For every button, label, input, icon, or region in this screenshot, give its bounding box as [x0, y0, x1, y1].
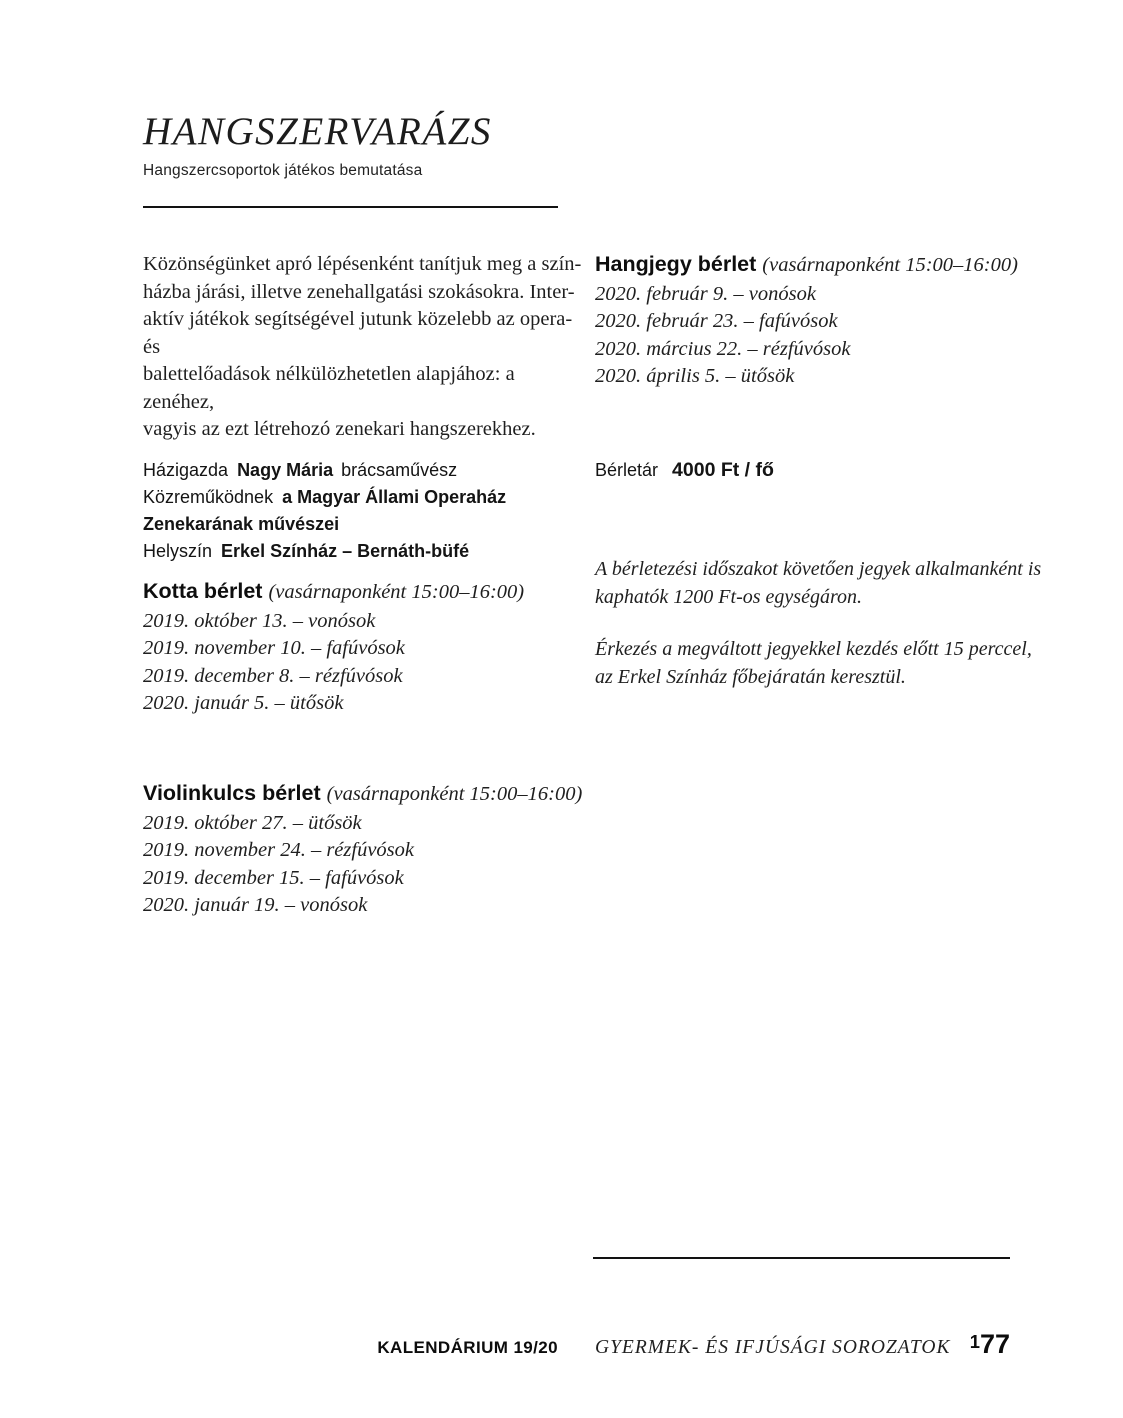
footer-edition: KALENDÁRIUM 19/20: [377, 1338, 558, 1357]
meta-row-contributors: [143, 484, 588, 538]
meta-label: Helyszín: [143, 541, 213, 561]
page-footer: [143, 1329, 1010, 1360]
meta-label: Házigazda: [143, 460, 229, 480]
date-line: 2020. február 9. – vonósok: [595, 282, 816, 305]
date-line: 2020. március 22. – rézfúvósok: [595, 337, 851, 360]
date-line: 2020. február 23. – fafúvósok: [595, 310, 838, 332]
section-name: Kotta bérlet: [143, 579, 263, 603]
note-single-tickets: [595, 556, 1042, 611]
page-subtitle: Hangszercsoportok játékos bemutatása: [143, 162, 423, 179]
intro-paragraph: [143, 251, 588, 444]
date-line: 2020. január 5. – ütősök: [143, 692, 344, 714]
meta-row-host: [143, 457, 588, 484]
note-line: Érkezés a megváltott jegyekkel kezdés előtt 15 perccel,: [595, 638, 1032, 660]
meta-row-venue: [143, 538, 588, 565]
footer-series-title: GYERMEK- ÉS IFJÚSÁGI SOROZATOK: [595, 1337, 951, 1358]
section-violinkulcs-berlet: [143, 780, 593, 920]
price-label: Bérletár: [595, 460, 659, 480]
date-line: 2019. október 13. – vonósok: [143, 609, 376, 632]
note-line: az Erkel Színház főbejáratán keresztül.: [595, 665, 906, 688]
section-schedule: (vasárnaponként 15:00–16:00): [326, 783, 583, 805]
price-row: [595, 457, 774, 484]
date-line: 2019. október 27. – ütősök: [143, 811, 362, 834]
date-line: 2019. december 15. – fafúvósok: [143, 866, 404, 889]
date-line: 2020. április 5. – ütősök: [595, 365, 795, 387]
price-value: 4000 Ft / fő: [672, 459, 774, 481]
intro-line: balettelőadások nélkülözhetetlen alapjához: a zenéhez,: [143, 363, 515, 413]
meta-value: Nagy Mária: [237, 460, 334, 480]
section-heading: [143, 780, 593, 810]
page-title: HANGSZERVARÁZS: [143, 110, 492, 153]
meta-suffix: brácsaművész: [341, 460, 458, 480]
section-heading: [595, 251, 1045, 281]
date-line: 2020. január 19. – vonósok: [143, 894, 368, 916]
section-hangjegy-berlet: [595, 251, 1045, 391]
page-header: [143, 110, 583, 180]
intro-line: házba járási, illetve zenehallgatási szokásokra. Inter-: [143, 280, 575, 303]
intro-line: vagyis az ezt létrehozó zenekari hangszerekhez.: [143, 418, 536, 440]
section-kotta-berlet: [143, 578, 593, 718]
date-line: 2019. december 8. – rézfúvósok: [143, 664, 403, 687]
header-divider: [143, 206, 558, 208]
meta-label: Közreműködnek: [143, 487, 274, 507]
section-name: Violinkulcs bérlet: [143, 781, 321, 805]
note-line: kaphatók 1200 Ft-os egységáron.: [595, 585, 862, 608]
section-heading: [143, 578, 593, 608]
section-schedule: (vasárnaponként 15:00–16:00): [762, 254, 1018, 276]
page-number: 177: [969, 1329, 1010, 1359]
meta-value: a Magyar Állami Operaház Zenekarának művészei: [143, 487, 507, 534]
date-line: 2019. november 24. – rézfúvósok: [143, 839, 415, 861]
event-meta: [143, 457, 588, 565]
intro-line: Közönségünket apró lépésenként tanítjuk meg a szín-: [143, 253, 582, 275]
section-name: Hangjegy bérlet: [595, 252, 757, 276]
intro-line: aktív játékok segítségével jutunk közelebb az opera- és: [143, 308, 573, 358]
note-arrival: [595, 636, 1032, 691]
meta-value: Erkel Színház – Bernáth-büfé: [221, 541, 470, 561]
date-line: 2019. november 10. – fafúvósok: [143, 637, 405, 659]
section-schedule: (vasárnaponként 15:00–16:00): [268, 581, 525, 603]
note-line: A bérletezési időszakot követően jegyek alkalmanként is: [595, 558, 1042, 580]
footer-divider: [593, 1257, 1010, 1259]
